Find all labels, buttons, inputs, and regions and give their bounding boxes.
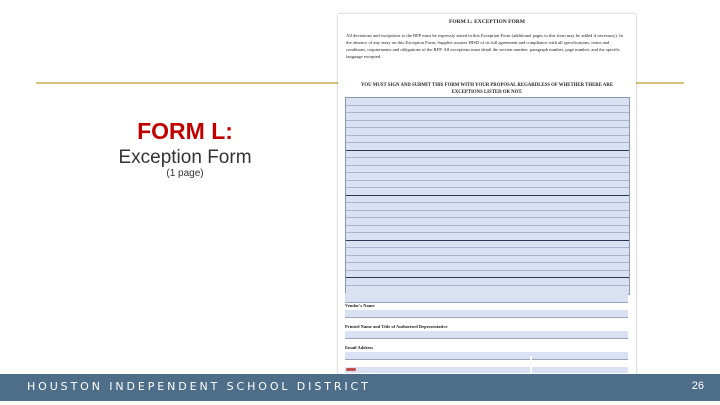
table-row	[346, 241, 629, 249]
sign-here-marker	[346, 368, 356, 371]
field-bar	[345, 331, 628, 339]
exceptions-table	[345, 97, 630, 295]
field-bar	[345, 352, 628, 360]
table-row	[346, 98, 629, 106]
table-row	[346, 143, 629, 151]
sign-requirement-notice: YOU MUST SIGN AND SUBMIT THIS FORM WITH YOUR PROPOSAL REGARDLESS OF WHETHER THERE ARE EXCEPTIONS LISTED OR NOT.	[360, 83, 614, 95]
page-count-note: (1 page)	[166, 168, 204, 179]
table-row	[346, 211, 629, 219]
table-row	[346, 218, 629, 226]
vendor-name-label: Vendor's Name	[345, 303, 375, 308]
table-row	[346, 263, 629, 271]
page-number: 26	[691, 380, 704, 392]
gold-divider-right	[636, 82, 684, 84]
footer-bar	[0, 374, 720, 401]
table-row	[346, 166, 629, 174]
table-row	[346, 271, 629, 279]
table-row	[346, 121, 629, 129]
slide-title: FORM L:	[137, 118, 233, 144]
table-row	[346, 173, 629, 181]
gold-divider-left	[36, 82, 339, 84]
table-row	[346, 188, 629, 196]
table-row	[346, 136, 629, 144]
document-title: FORM L: EXCEPTION FORM	[449, 19, 525, 25]
table-row	[346, 128, 629, 136]
email-label: Email Address	[345, 345, 374, 350]
table-row	[346, 113, 629, 121]
table-row	[346, 181, 629, 189]
table-row	[346, 256, 629, 264]
exception-form-document	[338, 14, 636, 384]
email-field	[345, 345, 628, 360]
table-row	[346, 106, 629, 114]
footer-org-name: HOUSTON INDEPENDENT SCHOOL DISTRICT	[27, 380, 371, 393]
table-row	[346, 248, 629, 256]
table-row	[346, 158, 629, 166]
table-row	[346, 233, 629, 241]
table-row	[346, 203, 629, 211]
table-row	[346, 196, 629, 204]
table-row	[346, 226, 629, 234]
field-bar	[345, 310, 628, 318]
signature-field-bar	[345, 367, 628, 373]
table-row	[346, 278, 629, 286]
table-row	[346, 151, 629, 159]
printed-name-field	[345, 324, 628, 339]
document-instructions: All deviations and exceptions to the RFP must be expressly stated in this Exception Form (additional pages to this form may be added if necessary). In the absence of any entry on this Exception Form, Supplier assures HISD of its full agreement and compliance with all specifications, terms and conditions, requirements and obligations of the RFP. All exceptions must detail the section number, paragraph number, page number, and the specific language excepted.	[346, 33, 623, 59]
slide-subtitle: Exception Form	[118, 147, 252, 168]
vendor-name-field	[345, 293, 628, 318]
printed-name-label: Printed Name and Title of Authorized Representative	[345, 324, 448, 329]
field-bar	[345, 293, 628, 303]
